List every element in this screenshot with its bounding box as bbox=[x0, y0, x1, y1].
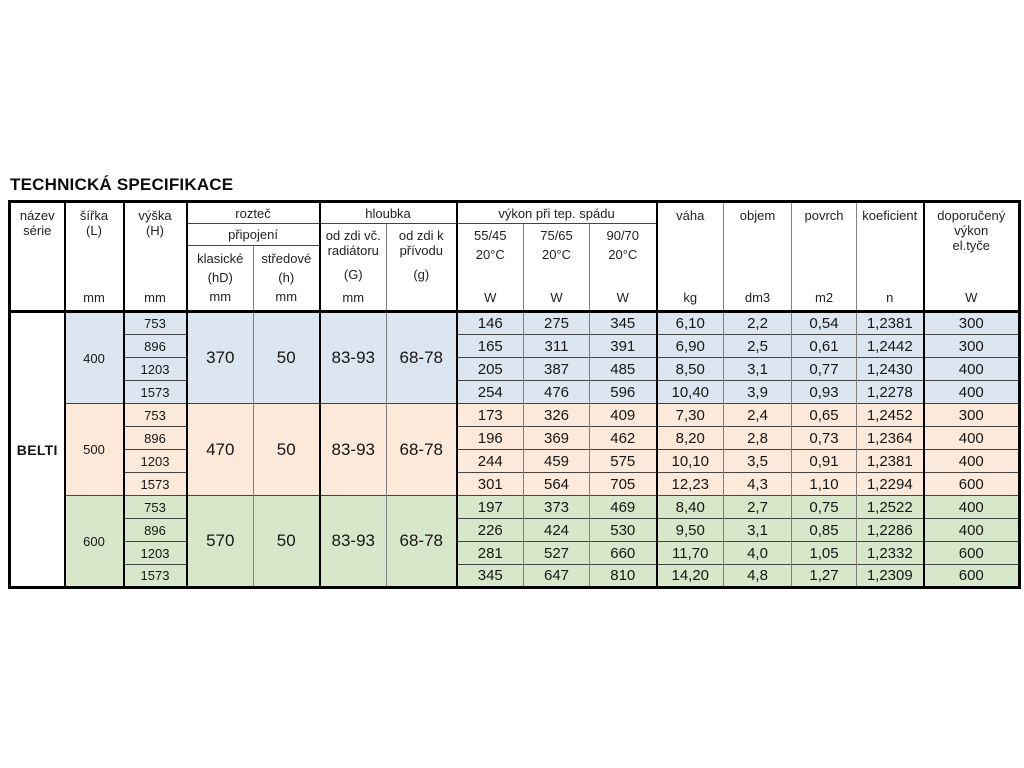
height-cell: 1203 bbox=[124, 450, 187, 473]
unit-label: W bbox=[965, 289, 978, 305]
coefficient-cell: 1,2381 bbox=[857, 450, 924, 473]
power-7565-cell: 326 bbox=[524, 404, 590, 427]
width-cell: 400 bbox=[65, 312, 124, 404]
surface-cell: 0,85 bbox=[792, 519, 857, 542]
header-label: 20°C bbox=[475, 247, 505, 262]
unit-label: kg bbox=[683, 289, 698, 305]
header-label: výkon bbox=[954, 222, 989, 238]
unit-label: W bbox=[616, 290, 629, 305]
coefficient-cell: 1,2452 bbox=[857, 404, 924, 427]
spec-row bbox=[10, 496, 1020, 519]
unit-label: mm bbox=[83, 289, 105, 305]
weight-cell: 14,20 bbox=[657, 565, 724, 588]
coefficient-cell: 1,2286 bbox=[857, 519, 924, 542]
unit-label: dm3 bbox=[744, 289, 771, 305]
power-5545-cell: 226 bbox=[457, 519, 524, 542]
col-header-od-zdi-privodu bbox=[387, 224, 457, 312]
power-5545-cell: 281 bbox=[457, 542, 524, 565]
height-cell: 1203 bbox=[124, 358, 187, 381]
rec-power-cell: 400 bbox=[924, 496, 1020, 519]
rec-power-cell: 400 bbox=[924, 358, 1020, 381]
unit-label: n bbox=[886, 289, 894, 305]
coefficient-cell: 1,2332 bbox=[857, 542, 924, 565]
col-header-sirka bbox=[65, 202, 124, 312]
header-label: klasické bbox=[197, 251, 244, 266]
power-9070-cell: 810 bbox=[590, 565, 657, 588]
power-5545-cell: 165 bbox=[457, 335, 524, 358]
coefficient-cell: 1,2522 bbox=[857, 496, 924, 519]
height-cell: 753 bbox=[124, 404, 187, 427]
col-header-spad-9070 bbox=[590, 224, 657, 312]
col-header-spad-7565 bbox=[524, 224, 590, 312]
pitch-central-cell: 50 bbox=[254, 404, 320, 496]
power-7565-cell: 647 bbox=[524, 565, 590, 588]
weight-cell: 10,10 bbox=[657, 450, 724, 473]
volume-cell: 2,5 bbox=[724, 335, 792, 358]
weight-cell: 8,40 bbox=[657, 496, 724, 519]
power-5545-cell: 254 bbox=[457, 381, 524, 404]
weight-cell: 6,90 bbox=[657, 335, 724, 358]
spec-row bbox=[10, 542, 1020, 565]
unit-label: m2 bbox=[814, 289, 834, 305]
power-7565-cell: 387 bbox=[524, 358, 590, 381]
surface-cell: 0,77 bbox=[792, 358, 857, 381]
power-5545-cell: 197 bbox=[457, 496, 524, 519]
unit-label: mm bbox=[275, 289, 298, 304]
power-9070-cell: 469 bbox=[590, 496, 657, 519]
surface-cell: 0,65 bbox=[792, 404, 857, 427]
weight-cell: 9,50 bbox=[657, 519, 724, 542]
power-5545-cell: 196 bbox=[457, 427, 524, 450]
unit-label: mm bbox=[144, 289, 166, 305]
power-5545-cell: 173 bbox=[457, 404, 524, 427]
rec-power-cell: 300 bbox=[924, 404, 1020, 427]
col-header-povrch bbox=[792, 202, 857, 312]
volume-cell: 4,0 bbox=[724, 542, 792, 565]
power-9070-cell: 462 bbox=[590, 427, 657, 450]
group-header-roztec: rozteč bbox=[187, 202, 320, 224]
volume-cell: 2,2 bbox=[724, 312, 792, 335]
unit-label: W bbox=[484, 290, 497, 305]
volume-cell: 2,4 bbox=[724, 404, 792, 427]
volume-cell: 3,1 bbox=[724, 519, 792, 542]
rec-power-cell: 300 bbox=[924, 312, 1020, 335]
power-5545-cell: 244 bbox=[457, 450, 524, 473]
col-header-vaha bbox=[657, 202, 724, 312]
weight-cell: 6,10 bbox=[657, 312, 724, 335]
spec-table-body bbox=[10, 312, 1020, 588]
power-9070-cell: 485 bbox=[590, 358, 657, 381]
header-label: povrch bbox=[804, 207, 844, 223]
col-header-koeficient bbox=[857, 202, 924, 312]
header-label: radiátoru bbox=[327, 243, 379, 258]
header-sublabel: (hD) bbox=[207, 270, 233, 285]
group-header-hloubka: hloubka bbox=[320, 202, 457, 224]
header-label: 20°C bbox=[541, 247, 572, 262]
volume-cell: 4,8 bbox=[724, 565, 792, 588]
rec-power-cell: 400 bbox=[924, 427, 1020, 450]
volume-cell: 4,3 bbox=[724, 473, 792, 496]
power-9070-cell: 596 bbox=[590, 381, 657, 404]
surface-cell: 1,05 bbox=[792, 542, 857, 565]
header-label: od zdi vč. bbox=[325, 228, 381, 243]
rec-power-cell: 600 bbox=[924, 565, 1020, 588]
surface-cell: 0,93 bbox=[792, 381, 857, 404]
weight-cell: 12,23 bbox=[657, 473, 724, 496]
power-5545-cell: 345 bbox=[457, 565, 524, 588]
power-9070-cell: 409 bbox=[590, 404, 657, 427]
height-cell: 753 bbox=[124, 496, 187, 519]
header-label: 90/70 bbox=[606, 228, 640, 243]
header-sublabel: (h) bbox=[278, 270, 295, 285]
rec-power-cell: 400 bbox=[924, 450, 1020, 473]
weight-cell: 8,20 bbox=[657, 427, 724, 450]
unit-label: mm bbox=[342, 290, 365, 305]
header-label: od zdi k bbox=[398, 228, 444, 243]
power-9070-cell: 530 bbox=[590, 519, 657, 542]
power-5545-cell: 146 bbox=[457, 312, 524, 335]
power-9070-cell: 705 bbox=[590, 473, 657, 496]
surface-cell: 0,61 bbox=[792, 335, 857, 358]
header-label: název bbox=[19, 207, 55, 223]
spec-row bbox=[10, 519, 1020, 542]
height-cell: 896 bbox=[124, 519, 187, 542]
power-9070-cell: 660 bbox=[590, 542, 657, 565]
coefficient-cell: 1,2309 bbox=[857, 565, 924, 588]
header-label: 20°C bbox=[608, 247, 638, 262]
spec-row bbox=[10, 358, 1020, 381]
power-5545-cell: 301 bbox=[457, 473, 524, 496]
pitch-classic-cell: 470 bbox=[187, 404, 254, 496]
header-label: el.tyče bbox=[952, 237, 991, 253]
col-header-objem bbox=[724, 202, 792, 312]
rec-power-cell: 400 bbox=[924, 519, 1020, 542]
power-7565-cell: 373 bbox=[524, 496, 590, 519]
header-label: středové bbox=[261, 251, 312, 266]
header-label: váha bbox=[676, 207, 705, 223]
coefficient-cell: 1,2364 bbox=[857, 427, 924, 450]
pitch-central-cell: 50 bbox=[254, 312, 320, 404]
power-7565-cell: 424 bbox=[524, 519, 590, 542]
surface-cell: 1,27 bbox=[792, 565, 857, 588]
rec-power-cell: 600 bbox=[924, 542, 1020, 565]
coefficient-cell: 1,2442 bbox=[857, 335, 924, 358]
power-7565-cell: 564 bbox=[524, 473, 590, 496]
power-5545-cell: 205 bbox=[457, 358, 524, 381]
volume-cell: 3,9 bbox=[724, 381, 792, 404]
surface-cell: 1,10 bbox=[792, 473, 857, 496]
power-7565-cell: 275 bbox=[524, 312, 590, 335]
header-label: objem bbox=[739, 207, 776, 223]
surface-cell: 0,54 bbox=[792, 312, 857, 335]
pitch-classic-cell: 370 bbox=[187, 312, 254, 404]
col-header-spad-5545 bbox=[457, 224, 524, 312]
col-header-vyska bbox=[124, 202, 187, 312]
width-cell: 600 bbox=[65, 496, 124, 588]
rec-power-cell: 400 bbox=[924, 381, 1020, 404]
height-cell: 1573 bbox=[124, 565, 187, 588]
header-label: koeficient bbox=[862, 207, 918, 223]
volume-cell: 2,7 bbox=[724, 496, 792, 519]
header-label: šířka bbox=[79, 207, 109, 223]
header-sublabel: (L) bbox=[86, 222, 102, 238]
spec-row bbox=[10, 473, 1020, 496]
sub-header-pripojeni: připojení bbox=[187, 224, 320, 246]
spec-row bbox=[10, 312, 1020, 335]
col-header-doporuceny-vykon bbox=[924, 202, 1020, 312]
volume-cell: 3,5 bbox=[724, 450, 792, 473]
header-label: 55/45 bbox=[473, 228, 507, 243]
weight-cell: 11,70 bbox=[657, 542, 724, 565]
header-sublabel: (H) bbox=[145, 222, 165, 238]
power-7565-cell: 311 bbox=[524, 335, 590, 358]
coefficient-cell: 1,2278 bbox=[857, 381, 924, 404]
rec-power-cell: 600 bbox=[924, 473, 1020, 496]
coefficient-cell: 1,2294 bbox=[857, 473, 924, 496]
header-sublabel: (G) bbox=[343, 266, 363, 282]
height-cell: 753 bbox=[124, 312, 187, 335]
spec-row bbox=[10, 381, 1020, 404]
power-9070-cell: 575 bbox=[590, 450, 657, 473]
volume-cell: 3,1 bbox=[724, 358, 792, 381]
header-sublabel: (g) bbox=[413, 266, 430, 282]
power-9070-cell: 345 bbox=[590, 312, 657, 335]
power-9070-cell: 391 bbox=[590, 335, 657, 358]
power-7565-cell: 459 bbox=[524, 450, 590, 473]
header-label: přívodu bbox=[399, 243, 443, 258]
page-title: TECHNICKÁ SPECIFIKACE bbox=[10, 175, 234, 194]
depth-radiator-cell: 83-93 bbox=[320, 404, 387, 496]
spec-row bbox=[10, 565, 1020, 588]
rec-power-cell: 300 bbox=[924, 335, 1020, 358]
header-label: 75/65 bbox=[540, 228, 573, 243]
surface-cell: 0,73 bbox=[792, 427, 857, 450]
height-cell: 1203 bbox=[124, 542, 187, 565]
surface-cell: 0,75 bbox=[792, 496, 857, 519]
depth-supply-cell: 68-78 bbox=[387, 404, 457, 496]
power-7565-cell: 527 bbox=[524, 542, 590, 565]
height-cell: 1573 bbox=[124, 381, 187, 404]
pitch-classic-cell: 570 bbox=[187, 496, 254, 588]
coefficient-cell: 1,2381 bbox=[857, 312, 924, 335]
width-cell: 500 bbox=[65, 404, 124, 496]
height-cell: 896 bbox=[124, 335, 187, 358]
unit-label: W bbox=[550, 290, 563, 305]
col-header-klasicke bbox=[187, 246, 254, 312]
header-label: série bbox=[23, 222, 52, 238]
col-header-stredove bbox=[254, 246, 320, 312]
depth-radiator-cell: 83-93 bbox=[320, 496, 387, 588]
spec-row bbox=[10, 427, 1020, 450]
power-7565-cell: 476 bbox=[524, 381, 590, 404]
height-cell: 896 bbox=[124, 427, 187, 450]
depth-radiator-cell: 83-93 bbox=[320, 312, 387, 404]
header-label: výška bbox=[138, 207, 172, 223]
group-header-vykon: výkon při tep. spádu bbox=[457, 202, 657, 224]
col-header-od-zdi-radiatoru bbox=[320, 224, 387, 312]
depth-supply-cell: 68-78 bbox=[387, 312, 457, 404]
spec-row bbox=[10, 335, 1020, 358]
spec-table bbox=[8, 200, 1021, 589]
spec-row bbox=[10, 404, 1020, 427]
height-cell: 1573 bbox=[124, 473, 187, 496]
series-name-cell: BELTI bbox=[10, 312, 65, 588]
col-header-nazev-serie bbox=[10, 202, 65, 312]
volume-cell: 2,8 bbox=[724, 427, 792, 450]
weight-cell: 7,30 bbox=[657, 404, 724, 427]
header-label: doporučený bbox=[937, 207, 1006, 223]
pitch-central-cell: 50 bbox=[254, 496, 320, 588]
unit-label: mm bbox=[209, 289, 232, 304]
depth-supply-cell: 68-78 bbox=[387, 496, 457, 588]
weight-cell: 8,50 bbox=[657, 358, 724, 381]
coefficient-cell: 1,2430 bbox=[857, 358, 924, 381]
weight-cell: 10,40 bbox=[657, 381, 724, 404]
spec-row bbox=[10, 450, 1020, 473]
power-7565-cell: 369 bbox=[524, 427, 590, 450]
surface-cell: 0,91 bbox=[792, 450, 857, 473]
